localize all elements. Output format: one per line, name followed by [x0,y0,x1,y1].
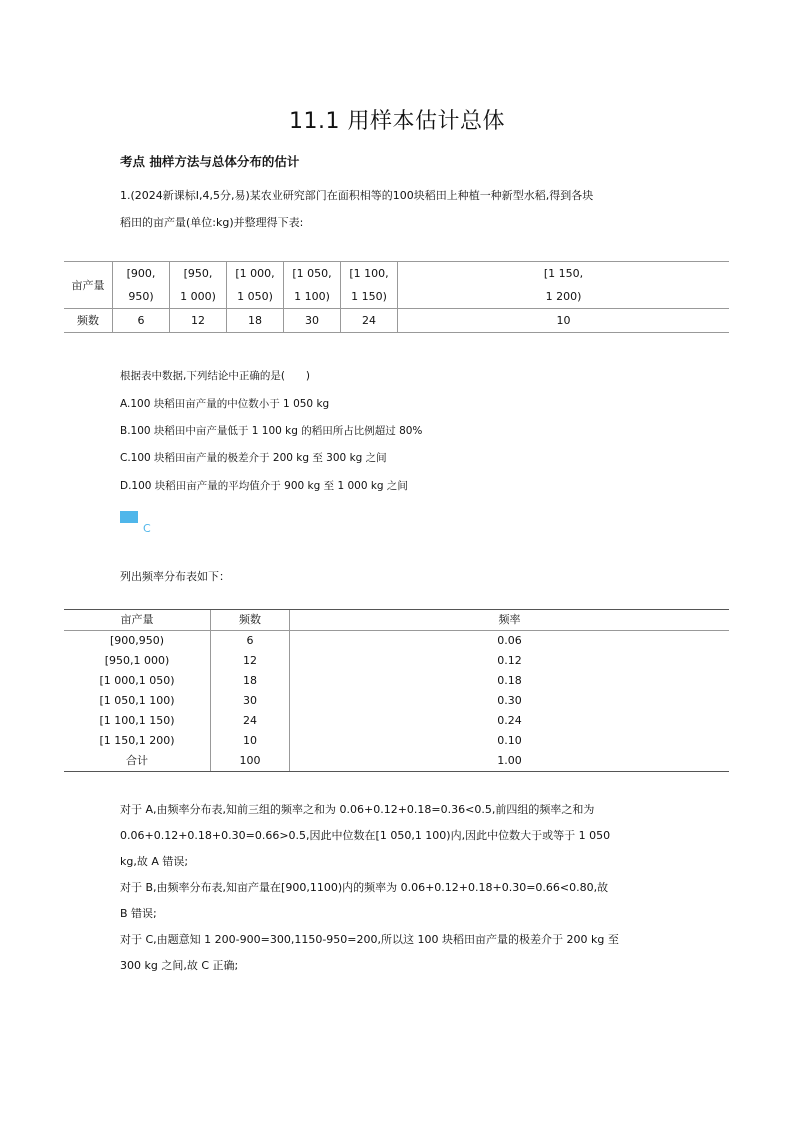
table-cell: 12 [211,651,290,671]
table-cell: [950,1 000) [104,654,170,667]
solution-line: 0.06+0.12+0.18+0.30=0.66>0.5,因此中位数在[1 050,1 100)内,因此中位数大于或等于 1 050 [120,829,611,842]
table-cell: 0.24 [290,711,730,731]
table-cell: 100 [211,751,290,772]
table-cell: 0.06 [290,631,730,652]
yield-frequency-table [64,261,729,333]
option-b: B.100 块稻田中亩产量低于 1 100 kg 的稻田所占比例超过 80% [120,425,423,437]
table-row [64,691,729,711]
page-title: 11.1 用样本估计总体 [289,109,505,134]
table-cell: [1 150, 1 200) [398,262,730,309]
table-total-row [64,751,729,772]
table-cell: [1 000, 1 050) [227,262,284,309]
answer-marker [120,511,138,523]
table-cell: 30 [284,309,341,333]
question-prompt: 根据表中数据,下列结论中正确的是( ) [120,370,311,382]
table-row [64,631,729,652]
solution-line: 对于 A,由频率分布表,知前三组的频率之和为 0.06+0.12+0.18=0.36<0.5,前四组的频率之和为 [120,803,595,816]
solution-line: kg,故 A 错误; [120,855,189,868]
table-cell: 6 [113,309,170,333]
option-c: C.100 块稻田亩产量的极差介于 200 kg 至 300 kg 之间 [120,452,387,464]
table-cell: 12 [170,309,227,333]
table-header-cell: 频数 [211,610,290,631]
table-header-cell: 频数 [64,309,113,333]
table-cell: 18 [211,671,290,691]
table-row [64,651,729,671]
solution-line: 对于 B,由频率分布表,知亩产量在[900,1100)内的频率为 0.06+0.12+0.18+0.30=0.66<0.80,故 [120,881,609,894]
option-a: A.100 块稻田亩产量的中位数小于 1 050 kg [120,398,330,410]
table-cell: 30 [211,691,290,711]
question-text [120,182,700,236]
solution-line: 300 kg 之间,故 C 正确; [120,959,239,972]
table-cell: 0.30 [290,691,730,711]
table-header-cell: 亩产量 [64,610,211,631]
question-line-1: 1.(2024新课标Ⅰ,4,5分,易)某农业研究部门在面积相等的100块稻田上种植一种新型水稻,得到各块 [120,189,594,202]
table-cell: [900, 950) [113,262,170,309]
table-cell: 0.10 [290,731,730,751]
table-row [64,262,729,309]
table-header-row [64,610,729,631]
answer-letter: C [143,522,151,535]
table-header-cell: 频率 [290,610,730,631]
table-cell: 18 [227,309,284,333]
table-cell: [900,950) [109,634,165,647]
table-cell: 1.00 [290,751,730,772]
table-row [64,309,729,333]
table-intro: 列出频率分布表如下： [120,570,230,583]
table-cell: 24 [211,711,290,731]
table-cell: [1 100,1 150) [99,714,175,727]
table-row [64,731,729,751]
table-cell: [1 150,1 200) [99,734,175,747]
table-cell: 10 [398,309,730,333]
table-cell: [1 050,1 100) [99,694,175,707]
table-cell: 6 [211,631,290,652]
table-cell: 24 [341,309,398,333]
option-d: D.100 块稻田亩产量的平均值介于 900 kg 至 1 000 kg 之间 [120,480,408,492]
table-cell: 0.12 [290,651,730,671]
table-cell: [1 100, 1 150) [341,262,398,309]
solution-line: B 错误; [120,907,157,920]
table-cell: [1 050, 1 100) [284,262,341,309]
table-cell: [950, 1 000) [170,262,227,309]
solution-line: 对于 C,由题意知 1 200-900=300,1150-950=200,所以这 100 块稻田亩产量的极差介于 200 kg 至 [120,933,619,946]
solution-text [120,797,700,979]
table-row [64,711,729,731]
section-heading: 考点 抽样方法与总体分布的估计 [120,154,300,169]
table-cell: 0.18 [290,671,730,691]
table-header-cell: 亩产量 [64,262,113,309]
frequency-distribution-table [64,609,729,772]
question-line-2: 稻田的亩产量(单位:kg)并整理得下表: [120,216,304,229]
table-cell: [1 000,1 050) [99,674,175,687]
table-cell: 10 [211,731,290,751]
table-row [64,671,729,691]
table-cell: 合计 [64,751,211,772]
